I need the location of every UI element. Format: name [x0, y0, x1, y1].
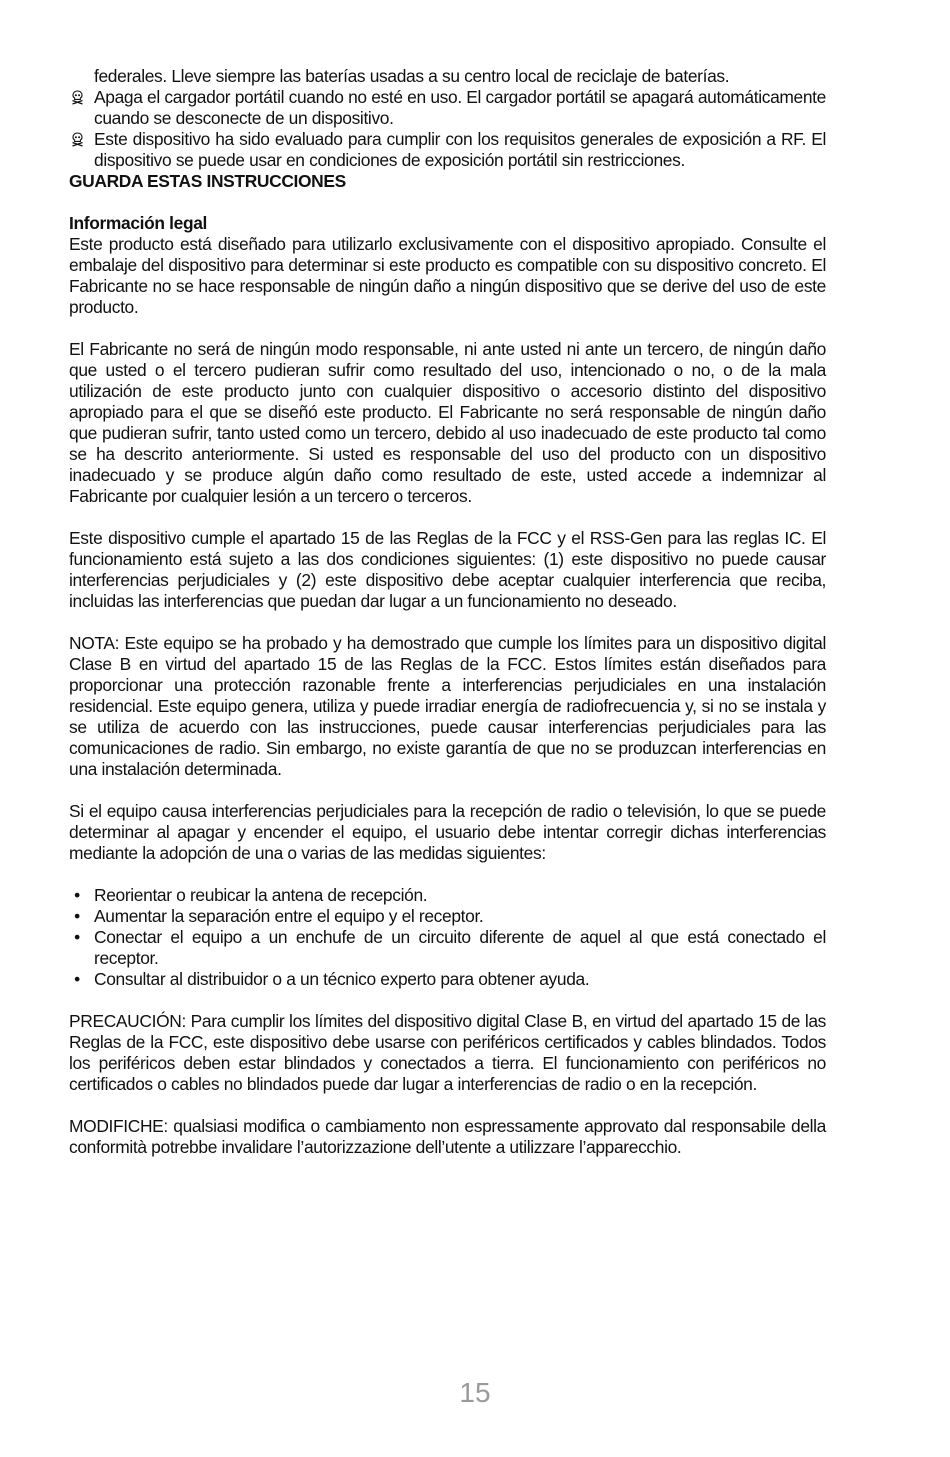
hazard-item — [69, 87, 826, 129]
paragraph: Si el equipo causa interferencias perjudiciales para la recepción de radio o televisión, lo que se puede determinar al apagar y encender el equipo, el usuario debe intentar corregir dichas interferencias mediante la adopción de una o varias de las medidas siguientes: — [69, 801, 826, 863]
bullet-marker: • — [74, 885, 80, 905]
skull-crossbones-icon — [70, 87, 84, 108]
list-item — [69, 885, 826, 906]
page-content — [69, 66, 826, 1158]
bullet-marker: • — [74, 906, 80, 926]
list-item — [69, 969, 826, 990]
paragraph: Este producto está diseñado para utilizarlo exclusivamente con el dispositivo apropiado. Consulte el embalaje del dispositivo para determinar si este producto es compatible con su dispositivo concreto. El Fabricante no se hace responsable de ningún daño a ningún dispositivo que se derive del uso de este producto. — [69, 234, 826, 317]
page-number: 15 — [459, 1377, 491, 1408]
skull-crossbones-icon — [70, 129, 84, 150]
bullet-marker: • — [74, 969, 80, 989]
hazard-item — [69, 129, 826, 171]
hazard-item — [69, 66, 826, 87]
paragraph: NOTA: Este equipo se ha probado y ha demostrado que cumple los límites para un dispositivo digital Clase B en virtud del apartado 15 de las Reglas de la FCC. Estos límites están diseñados para proporcionar una protección razonable frente a interferencias perjudiciales en una instalación residencial. Este equipo genera, utiliza y puede irradiar energía de radiofrecuencia y, si no se instala y se utiliza de acuerdo con las instrucciones, puede causar interferencias perjudiciales para las comunicaciones de radio. Sin embargo, no existe garantía de que no se produzcan interferencias en una instalación determinada. — [69, 633, 826, 779]
list-item — [69, 927, 826, 969]
legal-info-heading: Información legal — [69, 213, 208, 233]
list-item-text: Conectar el equipo a un enchufe de un circuito diferente de aquel al que está conectado el receptor. — [94, 927, 826, 968]
hazard-item-text: Este dispositivo ha sido evaluado para cumplir con los requisitos generales de exposición a RF. El dispositivo se puede usar en condiciones de exposición portátil sin restricciones. — [94, 129, 826, 170]
list-item — [69, 906, 826, 927]
list-item-text: Reorientar o reubicar la antena de recepción. — [94, 885, 428, 905]
caution-paragraph: PRECAUCIÓN: Para cumplir los límites del dispositivo digital Clase B, en virtud del apartado 15 de las Reglas de la FCC, este dispositivo debe usarse con periféricos certificados y cables blindados. Todos los periféricos deben estar blindados y conectados a tierra. El funcionamiento con periféricos no certificados o cables no blindados puede dar lugar a interferencias de radio o en la recepción. — [69, 1011, 826, 1094]
bullet-marker: • — [74, 927, 80, 947]
paragraph: Este dispositivo cumple el apartado 15 de las Reglas de la FCC y el RSS-Gen para las reglas IC. El funcionamiento está sujeto a las dos condiciones siguientes: (1) este dispositivo no puede causar interferencias perjudiciales y (2) este dispositivo debe aceptar cualquier interferencia que reciba, incluidas las interferencias que puedan dar lugar a un funcionamiento no deseado. — [69, 528, 826, 611]
modifications-paragraph: MODIFICHE: qualsiasi modifica o cambiamento non espressamente approvato dal responsabile della conformità potrebbe invalidare l’autorizzazione dell’utente a utilizzare l’apparecchio. — [69, 1116, 826, 1157]
hazard-item-text: federales. Lleve siempre las baterías usadas a su centro local de reciclaje de baterías. — [94, 66, 730, 86]
list-item-text: Consultar al distribuidor o a un técnico experto para obtener ayuda. — [94, 969, 590, 989]
paragraph: El Fabricante no será de ningún modo responsable, ni ante usted ni ante un tercero, de ningún daño que usted o el tercero pudieran sufrir como resultado del uso, intencionado o no, o de la mala utilización de este producto junto con cualquier dispositivo o accesorio distinto del dispositivo apropiado para el que se diseñó este producto. El Fabricante no será responsable de ningún daño que pudieran sufrir, tanto usted como un tercero, debido al uso inadecuado de este producto tal como se ha descrito anteriormente. Si usted es responsable del uso del producto con un dispositivo inadecuado y se produce algún daño como resultado de este, usted accede a indemnizar al Fabricante por cualquier lesión a un tercero o terceros. — [69, 339, 826, 506]
save-instructions-heading: GUARDA ESTAS INSTRUCCIONES — [69, 171, 346, 191]
hazard-item-text: Apaga el cargador portátil cuando no esté en uso. El cargador portátil se apagará automáticamente cuando se desconecte de un dispositivo. — [94, 87, 826, 128]
list-item-text: Aumentar la separación entre el equipo y el receptor. — [94, 906, 484, 926]
